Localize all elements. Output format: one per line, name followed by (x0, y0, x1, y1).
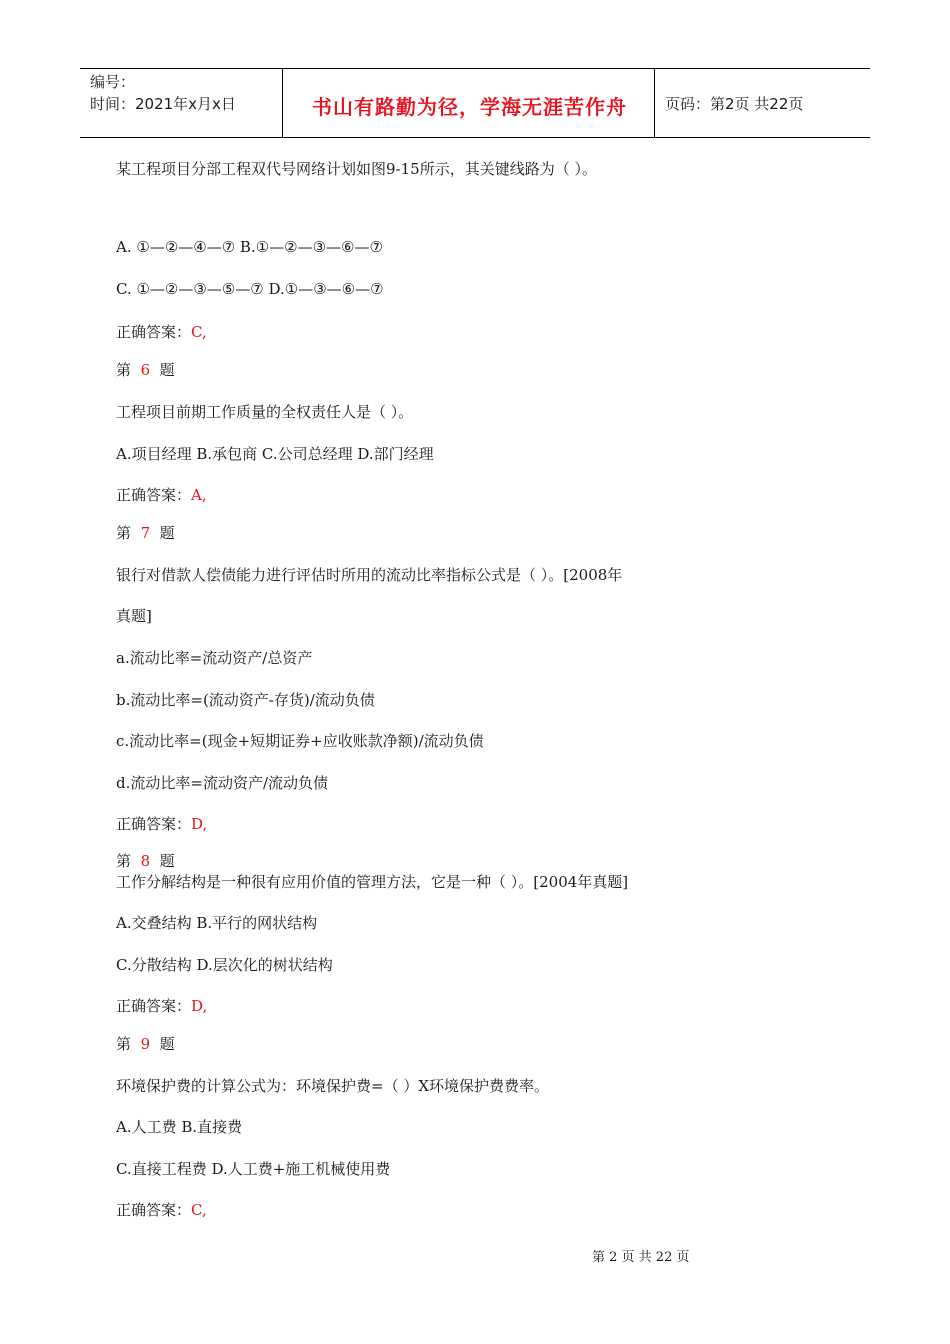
question-options: A.项目经理 B.承包商 C.公司总经理 D.部门经理 (116, 445, 434, 463)
question-stem: 工程项目前期工作质量的全权责任人是（ ）。 (116, 403, 414, 421)
question-title (116, 522, 175, 543)
answer-line (116, 813, 207, 834)
question-option: d.流动比率=流动资产/流动负债 (116, 774, 328, 792)
question-number: 7 (140, 524, 151, 542)
question-number: 8 (140, 852, 151, 870)
answer-line (116, 321, 207, 342)
question-title (116, 1033, 175, 1054)
answer-line (116, 995, 207, 1016)
answer-value: D, (191, 815, 208, 833)
answer-label: 正确答案： (116, 323, 192, 341)
question-title-suffix: 题 (159, 1035, 175, 1053)
question-title (116, 359, 175, 380)
question-options: A.交叠结构 B.平行的网状结构 (116, 914, 318, 932)
answer-value: C, (191, 1201, 207, 1219)
question-title-suffix: 题 (159, 361, 175, 379)
question-stem: 环境保护费的计算公式为：环境保护费=（ ）X环境保护费费率。 (116, 1077, 550, 1095)
answer-line (116, 1199, 207, 1220)
header-meta (90, 71, 236, 115)
question-options: A.人工费 B.直接费 (116, 1118, 243, 1136)
question-title-suffix: 题 (159, 852, 175, 870)
answer-value: D, (191, 997, 208, 1015)
question-option: c.流动比率=(现金+短期证券+应收账款净额)/流动负债 (116, 732, 484, 750)
answer-line (116, 484, 207, 505)
answer-label: 正确答案： (116, 997, 192, 1015)
question-option: b.流动比率=(流动资产-存货)/流动负债 (116, 691, 375, 709)
code-label: 编号： (90, 73, 136, 91)
question-stem: 银行对借款人偿债能力进行评估时所用的流动比率指标公式是（ ）。[2008年 (116, 566, 623, 584)
question-title-prefix: 第 (116, 1035, 132, 1053)
question-number: 9 (140, 1035, 151, 1053)
question-title-prefix: 第 (116, 524, 132, 542)
question-title (116, 850, 175, 871)
question-title-prefix: 第 (116, 361, 132, 379)
answer-label: 正确答案： (116, 815, 192, 833)
date-label: 时间：2021年x月x日 (90, 95, 236, 113)
page-footer: 第 2 页 共 22 页 (592, 1250, 690, 1265)
question-options: A. ①—②—④—⑦ B.①—②—③—⑥—⑦ (116, 238, 383, 256)
question-options: C. ①—②—③—⑤—⑦ D.①—③—⑥—⑦ (116, 280, 384, 298)
question-stem: 某工程项目分部工程双代号网络计划如图9-15所示，其关键线路为（ ）。 (116, 160, 597, 178)
header-motto: 书山有路勤为径，学海无涯苦作舟 (312, 95, 627, 119)
question-option: a.流动比率=流动资产/总资产 (116, 649, 313, 667)
question-title-suffix: 题 (159, 524, 175, 542)
question-stem: 真题] (116, 607, 152, 625)
page-header (80, 68, 870, 138)
answer-label: 正确答案： (116, 486, 192, 504)
question-title-prefix: 第 (116, 852, 132, 870)
answer-value: C, (191, 323, 207, 341)
question-options: C.直接工程费 D.人工费+施工机械使用费 (116, 1160, 391, 1178)
question-stem: 工作分解结构是一种很有应用价值的管理方法，它是一种（ ）。[2004年真题] (116, 873, 629, 891)
header-page-number: 页码：第2页 共22页 (665, 95, 804, 113)
answer-label: 正确答案： (116, 1201, 192, 1219)
question-options: C.分散结构 D.层次化的树状结构 (116, 956, 333, 974)
question-number: 6 (140, 361, 151, 379)
answer-value: A, (191, 486, 207, 504)
